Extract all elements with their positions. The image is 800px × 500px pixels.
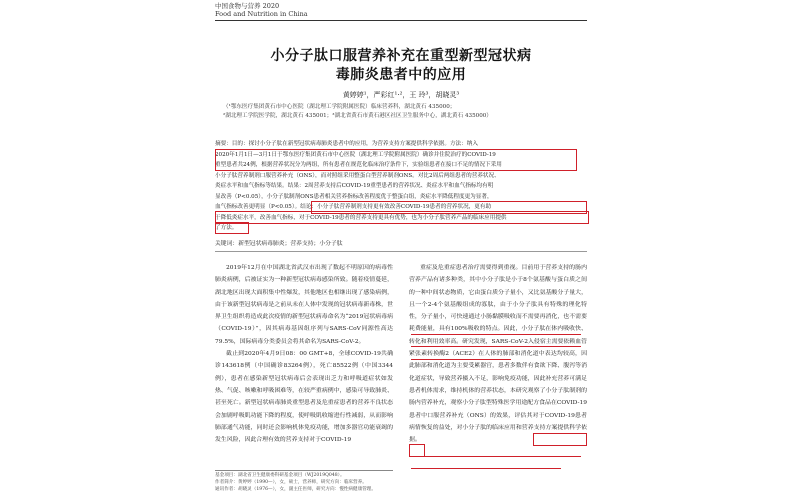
underline-annotation: [411, 359, 511, 360]
affiliation-line: （¹鄂东医疗集团黄石市中心医院（湖北理工学院附属医院）临床营养科，湖北黄石 435000；: [223, 104, 456, 110]
abstract-line: 重型患者共24例，根据营养状况分为两组，所有患者在规范化临床治疗条件下，实验组患者在接口不足的情况下采用: [215, 162, 502, 168]
body-paragraph: 重症及危重症患者治疗需要得到重视。目前用于营养支持的肠内营养产品有诸多种类，其中小分子肽是小于8个氨基酸与蛋白质之间的一种中间状态物质，它由蛋白质分子量小，又比氨基酸分子量大，且一个2-4个氨基酸组成的寡肽，由于小分子肽具有特殊的理化特性，分子量小，可快速通过小肠黏膜吸收而不需要再消化，也不需要耗费能量，具有100%吸收的特点。因此，小分子肽在体内吸收快、转化和利用效率高。研究发现，SARS-CoV-2入侵宿主需要依赖血管紧张素转换酶2（ACE2）在人体的肺部和消化道中表达均较高，因此肺部和消化道为主要受累器官，患者多数伴有食欲下降、腹泻等消化道症状，导致营养摄入不足，影响免疫功能，因此补充营养可满足患者机体需求，维持机体的营养状态，本研究观察了小分子肽制剂的肠内营养补充，观察小分子肽型特殊医学用途配方食品在COVID-19患者中口服营养补充（ONS）的效果，评估其对于COVID-19患者病情恢复的益处，对小分子肽的临床应用和营养支持方案提供科学依据。: [409, 265, 587, 444]
body-paragraph: 2019年12月在中国湖北省武汉市出现了数起不明原因的病毒性肺炎病例，后被证实为一种新型冠状病毒感染所致。随着疫情蔓延，湖北地区出现大面积集中性爆发，其他地区也相继出现了感染病例，由于该新型冠状病毒是之前从未在人体中发现的冠状病毒新毒株，世界卫生组织将造成此次疫情的新型冠状病毒命名为“2019冠状病毒病（COVID-19）”，因其病毒基因组序列与SARS-CoV同源性高达79.5%，国际病毒分类委员会将其命名为SARS-CoV-2。: [215, 265, 393, 345]
body-column-right: [409, 262, 587, 446]
footnote-line: 作者简介：黄婷婷（1990—），女，硕士，营养师，研究方向：临床营养。: [215, 480, 367, 485]
footnote: [215, 470, 393, 493]
paper-title-line-1: 小分子肽口服营养补充在重型新型冠状病: [270, 48, 532, 64]
section-separator: [215, 251, 587, 252]
abstract-line: 血气指标改善更明显（P<0.05）。结论：小分子肽营养制剂支持更有效改善COVID-19患者的营养状况，更有助: [215, 204, 492, 210]
abstract-line: 了方法。: [215, 225, 238, 231]
underline-annotation: [411, 346, 581, 347]
highlight-box-conclusion-2: [215, 211, 589, 224]
author-list: 黄婷婷¹，严彩红¹·²，王 玲³，胡晓灵³: [342, 91, 460, 99]
abstract-line: 小分子肽营养制剂口服营养补充（ONS），而对照组采用整蛋白型营养制剂ONS。对比2周后两组患者的营养状况、: [215, 172, 500, 179]
keywords: 关键词：新型冠状病毒肺炎；营养支持；小分子肽: [215, 241, 343, 247]
body-column-left: [215, 262, 393, 446]
underline-annotation: [411, 468, 561, 469]
abstract-line: 摘要：目的：探讨小分子肽在新型冠状病毒肺炎患者中的应用，为营养支持方案提供科学依据。方法：纳入: [215, 141, 478, 147]
affiliation-line: ²湖北理工学院医学院，湖北黄石 435001；³湖北省黄石市黄石港区社区卫生服务中心，湖北黄石 435000）: [223, 113, 492, 119]
underline-annotation: [411, 456, 581, 457]
footnote-line: 通讯作者：胡晓灵（1976—），女，副主任医师，研究方向：慢性病健康管理。: [215, 487, 376, 492]
abstract-line: 炎症水平和血气指标等结果。结果：2周营养支持后COVID-19重型患者的营养状况、炎症水平和血气指标均有明: [215, 183, 494, 189]
abstract-line: 2020年1月1日—3月1日于鄂东医疗集团黄石市中心医院（湖北理工学院附属医院）确诊并住院治疗的COVID-19: [215, 151, 496, 158]
highlight-box-conclusion-3: [215, 222, 249, 234]
highlight-box-aim: [533, 433, 587, 446]
paper-title-line-2: 毒肺炎患者中的应用: [335, 67, 467, 83]
paper-page: [215, 0, 587, 500]
body-paragraph: 截止到2020年4月9日08：00 GMT+8，全球COVID-19共确诊143618例（中国确诊83264例），死亡85522例（中国3344例），患者在感染新型冠状病毒后会表现出乏力和呼吸道症状如发热、气促、咳嗽和呼吸困难等，在较严重病例中，感染可导致肺炎、甚至死亡。新型冠状病毒肺炎重型患者及危重症患者的营养不良状态会加剧呼吸肌功能下降的程度，使呼吸肌收缩进行性减弱，从而影响肺部通气功能，同时还会影响机体免疫功能，增加多器官功能衰竭的发生风险，因此合理有效的营养支持对于COVID-19: [215, 351, 393, 444]
footnote-line: 基金项目：湖北省卫生健康委科研基金项目（WJ2019Q048）。: [215, 473, 345, 478]
abstract-line: 显改善（P<0.05），小分子肽制剂ONS患者相关营养指标改善程度优于整蛋白组，炎症水平降低程度更为显著，: [215, 193, 493, 200]
highlight-box-method: [215, 149, 577, 171]
abstract-line: 于降低炎症水平，改善血气指标，对于COVID-19患者的营养支持更具有优势，也为小分子肽营养产品的临床应用提供: [215, 214, 507, 221]
journal-name-en: Food and Nutrition in China: [215, 10, 308, 18]
header-rule: [215, 20, 587, 21]
underline-annotation: [411, 334, 581, 335]
journal-name-cn: 中国食物与营养 2020: [215, 2, 280, 10]
journal-header: [215, 2, 308, 18]
